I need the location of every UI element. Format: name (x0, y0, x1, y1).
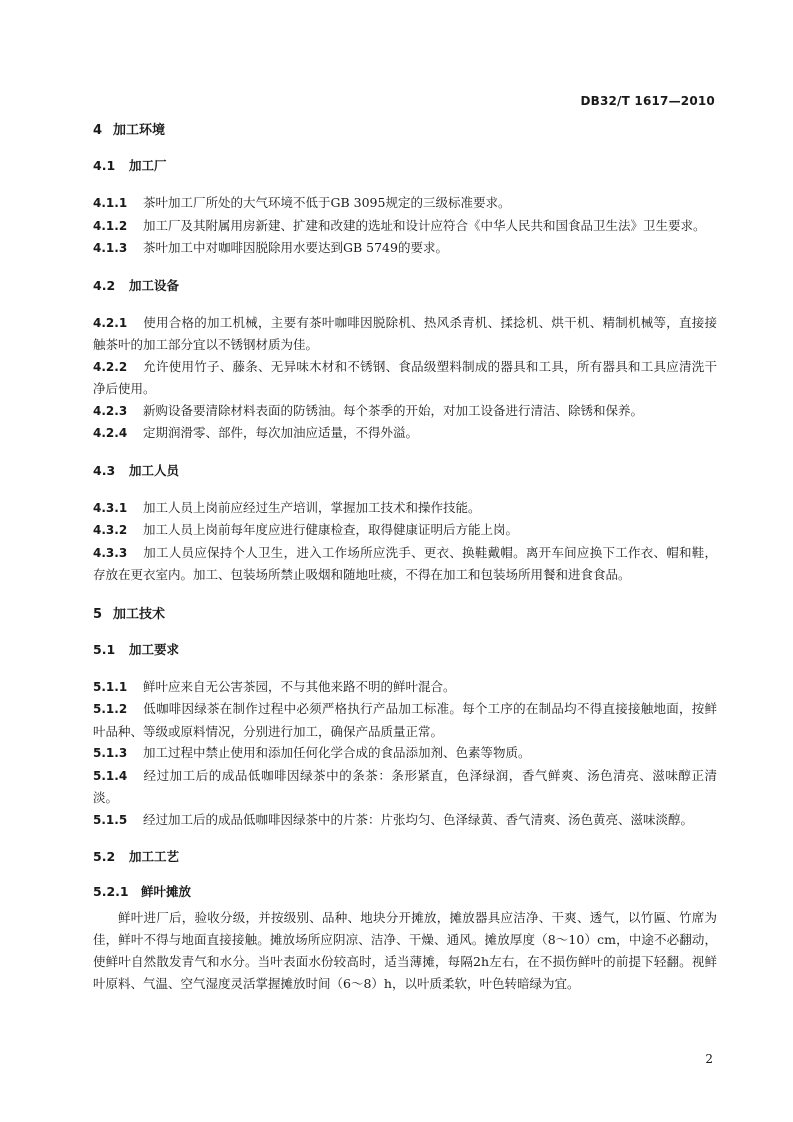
clause-number: 4.2.1 (93, 315, 128, 330)
clause-4-3-3 (93, 542, 717, 586)
clause-4-3-2 (93, 519, 717, 542)
clause-text: 加工厂及其附属用房新建、扩建和改建的选址和设计应符合《中华人民共和国食品卫生法》卫生要求。 (143, 217, 706, 233)
clause-text: 加工人员上岗前应经过生产培训，掌握加工技术和操作技能。 (143, 499, 481, 515)
clause-5-1-5 (93, 809, 717, 832)
clause-4-2-3 (93, 400, 717, 423)
clause-5-1-3 (93, 742, 717, 765)
clause-text: 低咖啡因绿茶在制作过程中必须严格执行产品加工标准。每个工序的在制品均不得直接接触地面，按鲜叶品种、等级或原料情况，分别进行加工，确保产品质量正常。 (93, 701, 717, 739)
section-title: 加工要求 (129, 641, 180, 657)
clause-4-1-1 (93, 192, 717, 215)
section-number: 4 (93, 123, 103, 138)
clause-text: 茶叶加工厂所处的大气环境不低于GB 3095规定的三级标准要求。 (143, 195, 511, 210)
clause-number: 4.2.4 (93, 426, 128, 440)
clause-number: 4.3.3 (93, 545, 128, 560)
clause-number: 4.1.1 (93, 196, 128, 210)
clause-text: 新购设备要清除材料表面的防锈油。每个茶季的开始，对加工设备进行清洁、除锈和保养。 (143, 402, 644, 418)
clause-text: 允许使用竹子、藤条、无异味木材和不锈钢、食品级塑料制成的器具和工具，所有器具和工具应清洗干净后使用。 (93, 358, 717, 396)
section-title: 加工厂 (129, 158, 167, 173)
section-title: 加工工艺 (129, 849, 180, 864)
clause-number: 4.2.3 (93, 403, 128, 418)
clause-4-1-2 (93, 215, 717, 238)
clause-number: 4.1.3 (93, 241, 128, 255)
section-5-1-heading (93, 641, 717, 659)
section-4-1-heading (93, 157, 717, 175)
clause-text: 鲜叶应来自无公害茶园，不与其他来路不明的鲜叶混合。 (143, 678, 456, 694)
clause-number: 5.1.3 (93, 746, 128, 760)
section-number: 5.2.1 (93, 884, 129, 899)
section-4-heading (93, 122, 717, 140)
section-number: 4.3 (93, 462, 116, 478)
section-number: 4.2 (93, 277, 116, 293)
section-title: 加工环境 (113, 123, 166, 138)
clause-4-2-4 (93, 422, 717, 445)
document-code: DB32/T 1617—2010 (580, 94, 715, 108)
clause-5-1-2 (93, 698, 717, 742)
section-number: 5 (93, 606, 103, 622)
section-gap (93, 586, 717, 606)
section-title: 加工技术 (113, 606, 166, 622)
clause-5-1-4 (93, 765, 717, 809)
section-title: 鲜叶摊放 (141, 884, 192, 899)
clause-text: 使用合格的加工机械，主要有茶叶咖啡因脱除机、热风杀青机、揉捻机、烘干机、精制机械等，直接接触茶叶的加工部分宜以不锈钢材质为佳。 (93, 314, 717, 352)
section-5-heading (93, 606, 717, 624)
clause-5-1-1 (93, 676, 717, 699)
clause-number: 4.1.2 (93, 218, 128, 233)
section-5-2-heading (93, 848, 717, 866)
clause-text: 经过加工后的成品低咖啡因绿茶中的片茶：片张均匀、色泽绿黄、香气清爽、汤色黄亮、滋味淡醇。 (143, 811, 694, 827)
paragraph-5-2-1: 鲜叶进厂后，验收分级，并按级别、品种、地块分开摊放，摊放器具应洁净、干爽、透气，以竹匾、竹席为佳，鲜叶不得与地面直接接触。摊放场所应阴凉、洁净、干燥、通风。摊放厚度（8～10）cm，中途不必翻动，使鲜叶自然散发青气和水分。当叶表面水份较高时，适当薄摊，每隔2h左右，在不损伤鲜叶的前提下轻翻。视鲜叶原料、气温、空气湿度灵活掌握摊放时间（6～8）h，以叶质柔软，叶色转暗绿为宜。 (93, 910, 717, 991)
clause-text: 加工过程中禁止使用和添加任何化学合成的食品添加剂、色素等物质。 (143, 745, 531, 760)
clause-4-2-2 (93, 356, 717, 400)
page-content (93, 122, 717, 995)
section-number: 4.1 (93, 158, 116, 173)
section-number: 5.1 (93, 641, 116, 657)
section-5-2-1-heading (93, 883, 717, 901)
clause-4-1-3 (93, 237, 717, 260)
clause-number: 5.1.2 (93, 702, 128, 716)
clause-number: 4.3.1 (93, 500, 128, 515)
section-title: 加工设备 (129, 277, 180, 293)
clause-4-3-1 (93, 497, 717, 520)
clause-text: 经过加工后的成品低咖啡因绿茶中的条茶：条形紧直，色泽绿润，香气鲜爽、汤色清亮、滋味醇正清淡。 (93, 767, 717, 805)
clause-text: 茶叶加工中对咖啡因脱除用水要达到GB 5749的要求。 (143, 240, 448, 255)
section-title: 加工人员 (129, 462, 180, 478)
clause-text: 定期润滑零、部件，每次加油应适量，不得外溢。 (143, 425, 419, 440)
section-4-2-heading (93, 277, 717, 295)
clause-text: 加工人员上岗前每年度应进行健康检查，取得健康证明后方能上岗。 (143, 522, 519, 537)
clause-number: 5.1.1 (93, 679, 128, 694)
clause-text: 加工人员应保持个人卫生，进入工作场所应洗手、更衣、换鞋戴帽。离开车间应换下工作衣、帽和鞋，存放在更衣室内。加工、包装场所禁止吸烟和随地吐痰，不得在加工和包装场所用餐和进食食品。 (93, 544, 717, 582)
clause-number: 4.2.2 (93, 359, 128, 374)
section-4-3-heading (93, 462, 717, 480)
clause-number: 4.3.2 (93, 523, 128, 537)
section-number: 5.2 (93, 849, 116, 864)
clause-number: 5.1.4 (93, 768, 128, 783)
clause-4-2-1 (93, 312, 717, 356)
page-number: 2 (705, 1052, 713, 1066)
clause-number: 5.1.5 (93, 812, 128, 827)
